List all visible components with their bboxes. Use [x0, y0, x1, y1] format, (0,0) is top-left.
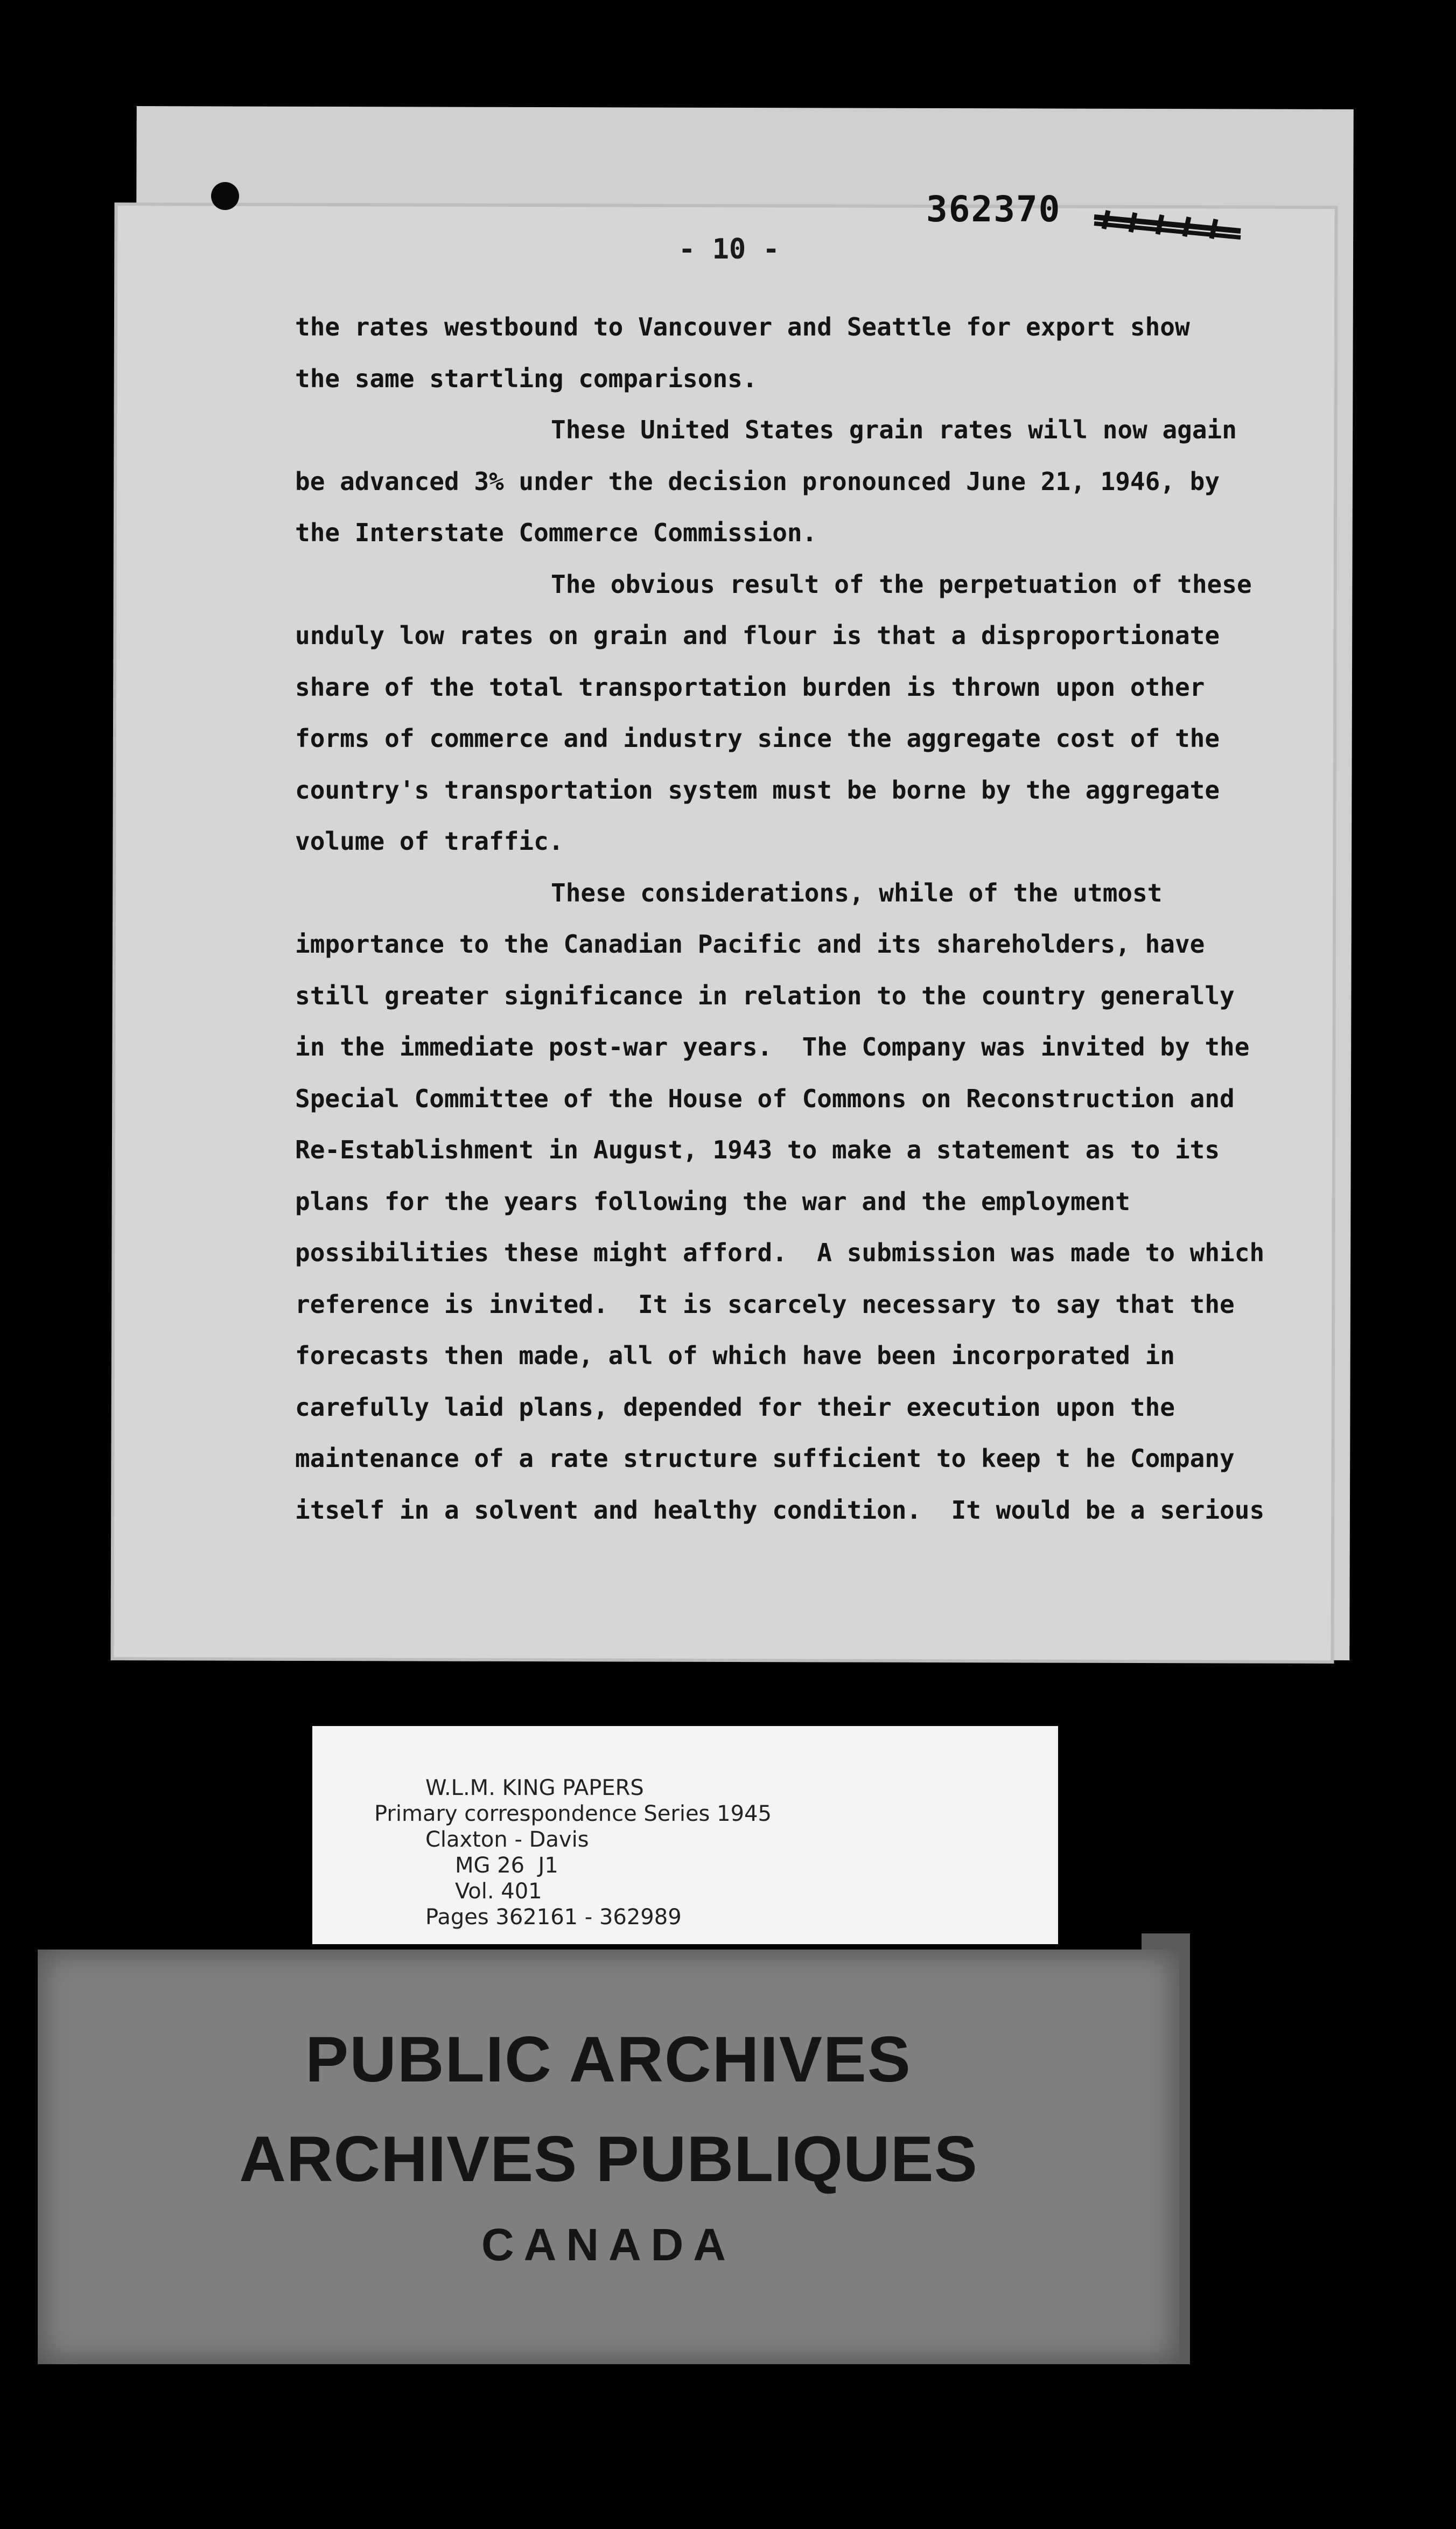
plate-line-french: ARCHIVES PUBLIQUES	[239, 2123, 978, 2195]
body-line: carefully laid plans, depended for their execution upon the	[295, 1392, 1175, 1422]
strikeout-mark-icon	[1092, 207, 1243, 241]
body-line: in the immediate post-war years. The Company was invited by the	[295, 1032, 1250, 1061]
body-line: maintenance of a rate structure sufficient to keep t he Company	[295, 1444, 1235, 1473]
body-line: The obvious result of the perpetuation of these	[551, 569, 1252, 599]
label-pages: Pages 362161 - 362989	[425, 1905, 682, 1930]
body-line: unduly low rates on grain and flour is that a disproportionate	[295, 621, 1220, 650]
label-mg: MG 26 J1	[455, 1853, 558, 1878]
body-line: volume of traffic.	[295, 827, 564, 856]
punch-hole-icon	[211, 182, 239, 210]
label-volume: Vol. 401	[455, 1879, 542, 1904]
page-number: - 10 -	[678, 233, 780, 266]
body-line: Special Committee of the House of Commons on Reconstruction and	[295, 1084, 1235, 1113]
body-line: country's transportation system must be borne by the aggregate	[295, 775, 1220, 805]
body-line: be advanced 3% under the decision pronounced June 21, 1946, by	[295, 466, 1220, 496]
body-line: the Interstate Commerce Commission.	[295, 518, 817, 547]
archive-label-card	[312, 1726, 1058, 1944]
body-line: the rates westbound to Vancouver and Seattle for export show	[295, 312, 1190, 341]
body-line: reference is invited. It is scarcely necessary to say that the	[295, 1289, 1235, 1319]
body-line: These United States grain rates will now again	[551, 415, 1237, 444]
archives-plate	[38, 1950, 1179, 2364]
plate-line-country: CANADA	[481, 2219, 736, 2270]
plate-line-english: PUBLIC ARCHIVES	[305, 2023, 912, 2095]
body-line: possibilities these might afford. A submission was made to which	[295, 1238, 1265, 1267]
body-line: plans for the years following the war and the employment	[295, 1186, 1130, 1216]
body-line: These considerations, while of the utmost	[551, 878, 1163, 907]
body-line: still greater significance in relation to the country generally	[295, 981, 1235, 1010]
label-names: Claxton - Davis	[425, 1827, 589, 1852]
body-line: forms of commerce and industry since the aggregate cost of the	[295, 724, 1220, 753]
label-title: W.L.M. KING PAPERS	[425, 1776, 644, 1800]
body-line: forecasts then made, all of which have been incorporated in	[295, 1341, 1175, 1370]
body-line: share of the total transportation burden is thrown upon other	[295, 672, 1205, 702]
body-line: Re-Establishment in August, 1943 to make a statement as to its	[295, 1135, 1220, 1164]
body-line: itself in a solvent and healthy condition. It would be a serious	[295, 1495, 1265, 1525]
document-number: 362370	[926, 188, 1061, 230]
body-text	[295, 302, 1307, 1536]
body-line: the same startling comparisons.	[295, 364, 758, 393]
label-series: Primary correspondence Series 1945	[374, 1801, 772, 1826]
body-line: importance to the Canadian Pacific and its shareholders, have	[295, 930, 1205, 959]
